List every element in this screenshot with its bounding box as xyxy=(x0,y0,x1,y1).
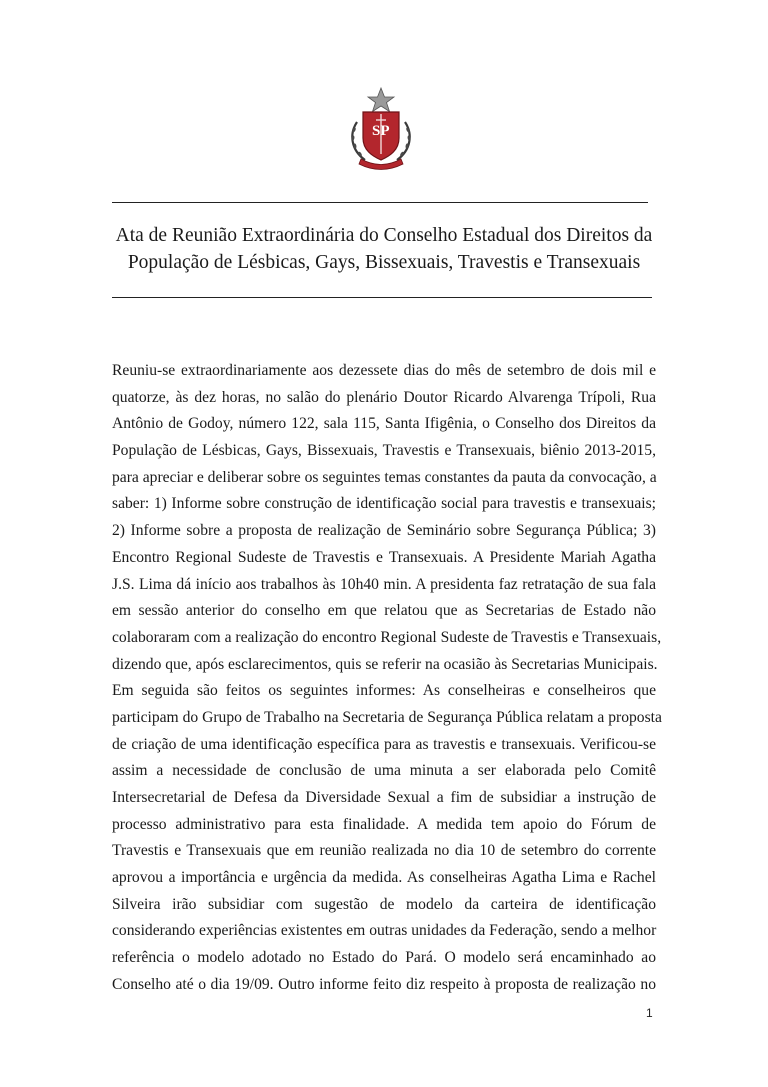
body-line: J.S. Lima dá início aos trabalhos às 10h40 min. A presidenta faz retratação de sua fala xyxy=(112,575,656,593)
body-line: dizendo que, após esclarecimentos, quis se referir na ocasião às Secretarias Municipais. xyxy=(112,655,658,673)
body-line: Reuniu-se extraordinariamente aos dezessete dias do mês de setembro de dois mil e xyxy=(112,362,656,379)
document-title xyxy=(112,222,656,276)
body-line: Antônio de Godoy, número 122, sala 115, Santa Ifigênia, o Conselho dos Direitos da xyxy=(112,415,656,433)
body-line: Silveira irão subsidiar com sugestão de modelo da carteira de identificação xyxy=(112,895,656,913)
body-line: em sessão anterior do conselho em que relatou que as Secretarias de Estado não xyxy=(112,602,656,620)
title-line-2: População de Lésbicas, Gays, Bissexuais, Travestis e Transexuais xyxy=(127,252,641,273)
body-line: quatorze, às dez horas, no salão do plenário Doutor Ricardo Alvarenga Trípoli, Rua xyxy=(112,388,656,406)
body-line: Conselho até o dia 19/09. Outro informe feito diz respeito à proposta de realização no xyxy=(112,975,656,993)
body-line: População de Lésbicas, Gays, Bissexuais, Travestis e Transexuais, biênio 2013-2015, xyxy=(112,442,656,460)
body-line: aprovou a importância e urgência da medida. As conselheiras Agatha Lima e Rachel xyxy=(112,869,656,887)
body-line: assim a necessidade de conclusão de uma minuta a ser elaborada pelo Comitê xyxy=(112,762,656,780)
sao-paulo-coat-of-arms-icon xyxy=(343,86,419,170)
seal-star xyxy=(368,88,394,112)
title-line-1: Ata de Reunião Extraordinária do Conselho Estadual dos Direitos da xyxy=(115,225,653,246)
body-line: saber: 1) Informe sobre construção de identificação social para travestis e transexuais; xyxy=(112,495,656,513)
body-line: referência o modelo adotado no Estado do Pará. O modelo será encaminhado ao xyxy=(112,949,656,967)
body-line: processo administrativo para esta finalidade. A medida tem apoio do Fórum de xyxy=(112,815,656,833)
minutes-body-paragraph xyxy=(112,358,662,999)
body-line: Intersecretarial de Defesa da Diversidade Sexual a fim de subsidiar a instrução de xyxy=(112,789,656,806)
body-line: Encontro Regional Sudeste de Travestis e Transexuais. A Presidente Mariah Agatha xyxy=(112,548,656,566)
bottom-divider-line xyxy=(112,297,652,298)
body-line: colaboraram com a realização do encontro Regional Sudeste de Travestis e Transexuais, xyxy=(112,628,662,646)
top-divider-line xyxy=(112,202,648,203)
body-line: Travestis e Transexuais que em reunião realizada no dia 10 de setembro do corrente xyxy=(112,842,656,860)
body-line: considerando experiências existentes em outras unidades da Federação, sendo a melhor xyxy=(112,922,657,940)
body-line: de criação de uma identificação específica para as travestis e transexuais. Verificou-se xyxy=(112,735,656,753)
body-line: participam do Grupo de Trabalho na Secretaria de Segurança Pública relatam a proposta xyxy=(112,708,662,726)
page-number: 1 xyxy=(646,1006,653,1020)
body-line: para apreciar e deliberar sobre os seguintes temas constantes da pauta da convocação, a xyxy=(112,468,657,486)
body-line: Em seguida são feitos os seguintes informes: As conselheiras e conselheiros que xyxy=(112,682,656,700)
seal-monogram-s: SP xyxy=(372,123,390,139)
body-line: 2) Informe sobre a proposta de realização de Seminário sobre Segurança Pública; 3) xyxy=(112,522,656,540)
